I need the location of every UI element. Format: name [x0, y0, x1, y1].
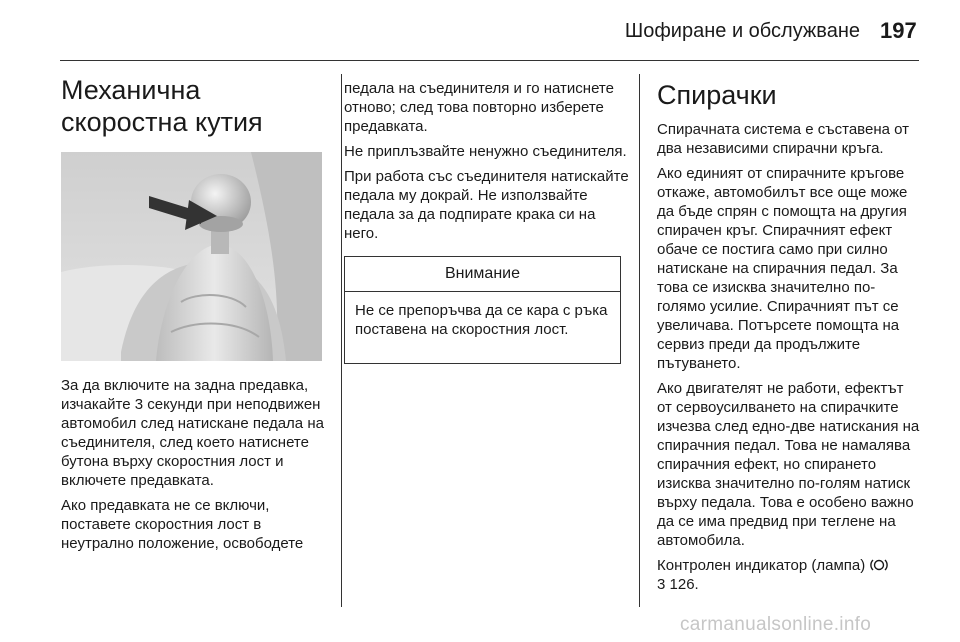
paragraph: Не приплъзвайте ненужно съединителя.	[344, 143, 627, 160]
indicator-label: Контролен индикатор (лампа)	[657, 557, 866, 574]
right-column-text	[657, 120, 922, 594]
watermark: carmanualsonline.info	[680, 614, 872, 635]
left-column-text	[61, 376, 336, 559]
section-heading-manual-transmission: Механична скоростна кутия	[61, 75, 263, 137]
indicator-reference	[657, 556, 922, 594]
header-divider	[60, 60, 919, 61]
gear-shift-lever-illustration	[61, 152, 322, 361]
page-number: 197	[880, 18, 917, 43]
running-header-title: Шофиране и обслужване	[624, 20, 860, 42]
column-divider-left	[341, 74, 342, 607]
caution-box	[344, 256, 621, 364]
paragraph: Спирачната система е съставена от два независими спирачни кръга.	[657, 121, 910, 157]
brake-warning-lamp-icon	[869, 558, 889, 572]
paragraph: Ако предавката не се включи, поставете скоростния лост в неутрално положение, освободете	[61, 497, 304, 552]
paragraph: При работа със съединителя натискайте педала му докрай. Не използвайте педала за да подпирате крака си на него.	[344, 168, 629, 242]
caution-title: Внимание	[345, 257, 620, 292]
paragraph: Ако единият от спирачните кръгове откаже, автомобилът все още може да бъде спрян с помощта на другия спирачен кръг. Спирачният ефект обаче се постига само при силно натискане на спирачния педал. За това се изисква значително по-голямо усилие. Спирачният път се увеличава. Потърсете помощта на сервиз преди да продължите пътуването.	[657, 165, 908, 372]
reference-arrow-icon: 3	[657, 576, 666, 593]
paragraph: За да включите на задна предавка, изчакайте 3 секунди при неподвижен автомобил след натискане педала на съединителя, след което натиснете бутона върху скоростния лост и включете предавката.	[61, 377, 324, 489]
paragraph: Ако двигателят не работи, ефектът от сервоусилването на спирачките изчезва след едно-две натискания на спирачния педал. Това не намалява спирачния ефект, но спирането изисква значително по-голям натиск върху педала. Това е особено важно да се има предвид при теглене на автомобила.	[657, 380, 920, 549]
middle-column-text	[344, 79, 629, 249]
paragraph: педала на съединителя и го натиснете отново; след това повторно изберете предавката.	[344, 80, 614, 135]
column-divider-right	[639, 74, 640, 607]
caution-text: Не се препоръчва да се кара с ръка поставена на скоростния лост.	[355, 302, 608, 338]
reference-page-link[interactable]: 126.	[669, 576, 699, 593]
section-heading-brakes: Спирачки	[657, 80, 777, 110]
